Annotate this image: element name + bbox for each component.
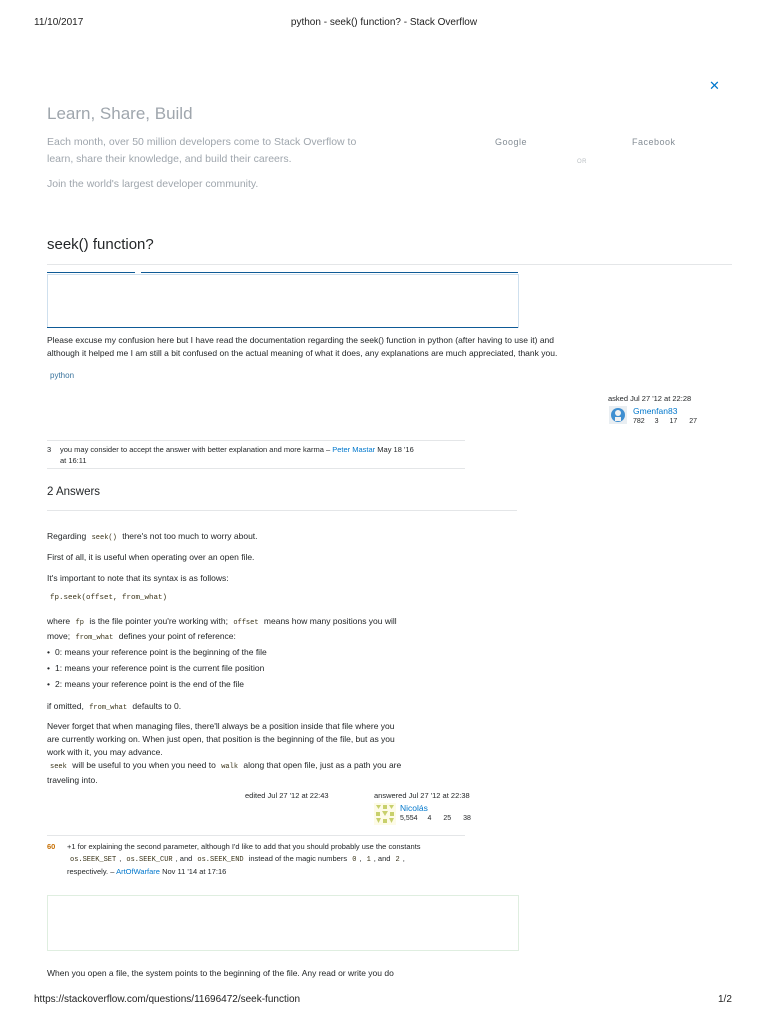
answer-text: work with it, you may advance. xyxy=(47,747,163,757)
identicon-icon xyxy=(374,803,396,825)
answer2-widget-box xyxy=(47,895,519,951)
asked-timestamp: asked Jul 27 '12 at 22:28 xyxy=(608,394,692,403)
inline-code: 0 xyxy=(352,856,357,864)
inline-code: seek() xyxy=(91,534,117,542)
answer-text: are currently working on. When just open, that position is the beginning of the file, but as you xyxy=(47,734,395,744)
answered-timestamp: answered Jul 27 '12 at 22:38 xyxy=(374,791,470,800)
banner-join-text: Join the world's largest developer community. xyxy=(47,178,259,190)
question-author-link[interactable]: Gmenfan83 xyxy=(633,406,678,416)
inline-code: os.SEEK_END xyxy=(197,856,244,864)
answers-header-divider xyxy=(47,510,517,511)
answer-text: defines your point of reference: xyxy=(118,631,236,641)
silver-badge-count: 17 xyxy=(669,418,678,425)
inline-code: os.SEEK_CUR xyxy=(126,856,173,864)
answer-text: will be useful to you when you need to xyxy=(72,760,216,770)
comment-text: you may consider to accept the answer with better explanation and more karma – xyxy=(60,445,331,454)
comment-time: at 16:11 xyxy=(60,456,87,465)
comment-score: 60 xyxy=(47,842,56,851)
answer-text: along that open file, just as a path you are xyxy=(243,760,402,770)
answers-count-header: 2 Answers xyxy=(47,486,101,498)
answer-author-rep xyxy=(400,815,471,822)
answer2-paragraph-1: When you open a file, the system points to the beginning of the file. Any read or write you do xyxy=(47,968,394,978)
answer-paragraph-6 xyxy=(47,720,457,787)
comment-date: May 18 '16 xyxy=(377,445,414,454)
code-block: fp.seek(offset, from_what) xyxy=(50,594,168,602)
reputation-score: 5,554 xyxy=(400,815,418,822)
google-signup-button[interactable]: Google xyxy=(495,137,528,147)
comment-divider-top xyxy=(47,440,465,441)
inline-code: 1 xyxy=(366,856,371,864)
comment-date: Nov 11 '14 at 17:16 xyxy=(162,867,227,876)
close-icon[interactable]: ✕ xyxy=(709,78,720,93)
edited-link[interactable]: edited Jul 27 '12 at 22:43 xyxy=(245,791,329,800)
print-title: python - seek() function? - Stack Overflow xyxy=(290,17,478,28)
answer-paragraph-6-line4 xyxy=(47,759,457,774)
bronze-badge-count: 27 xyxy=(689,418,698,425)
print-page-number: 1/2 xyxy=(718,994,732,1005)
answer-text: , and xyxy=(175,854,193,863)
answer-text: Never forget that when managing files, there'll always be a position inside that file where you xyxy=(47,721,395,731)
answer-paragraph-5 xyxy=(47,700,457,715)
banner-text-line1: Each month, over 50 million developers come to Stack Overflow to xyxy=(47,136,357,148)
bronze-badge-count: 38 xyxy=(463,815,471,822)
avatar[interactable] xyxy=(609,406,627,424)
facebook-signup-button[interactable]: Facebook xyxy=(632,137,676,147)
answer-text: instead of the magic numbers xyxy=(248,854,348,863)
reputation-score: 782 xyxy=(633,418,645,425)
question-body-line2: although it helped me I am still a bit confused on the actual meaning of what it does, any explanations are much appreciated, thank you. xyxy=(47,348,558,358)
post-top-line xyxy=(141,272,518,273)
answer-paragraph-4-line2 xyxy=(47,630,457,645)
answer-text: there's not too much to worry about. xyxy=(122,531,258,541)
question-body xyxy=(47,334,647,360)
comment-score: 3 xyxy=(47,445,52,454)
inline-code: walk xyxy=(221,763,239,771)
gold-badge-count: 3 xyxy=(654,418,659,425)
answer-comment-line2: os.SEEK_SET , os.SEEK_CUR , and os.SEEK_END instead of the magic numbers 0 , 1 , and 2 , xyxy=(67,853,467,866)
vote-underline xyxy=(47,272,135,273)
comment-divider-top xyxy=(47,835,465,836)
answer-text: if omitted, xyxy=(47,701,84,711)
list-item: • 2: means your reference point is the end of the file xyxy=(55,679,244,689)
answer-author-link[interactable]: Nicolás xyxy=(400,803,428,813)
inline-code: from_what xyxy=(75,634,114,642)
or-divider: OR xyxy=(577,159,587,165)
answer-text: where xyxy=(47,616,71,626)
inline-code: fp xyxy=(75,619,84,627)
question-title[interactable]: seek() function? xyxy=(47,236,154,253)
answer-text: respectively. – xyxy=(67,867,115,876)
answer-comment xyxy=(67,841,467,878)
answer-paragraph-4-line1 xyxy=(47,615,457,630)
post-bottom-line xyxy=(47,327,518,328)
print-date: 11/10/2017 xyxy=(34,17,84,28)
tag-python[interactable]: python xyxy=(50,371,75,380)
answer-paragraph-3: It's important to note that its syntax is as follows: xyxy=(47,573,229,583)
banner-text-line2: learn, share their knowledge, and build their careers. xyxy=(47,153,292,165)
banner-title: Learn, Share, Build xyxy=(47,104,193,123)
answer-text: defaults to 0. xyxy=(132,701,182,711)
question-widget-box xyxy=(47,274,519,328)
answer-text: traveling into. xyxy=(47,775,98,785)
answer-comment-line3 xyxy=(67,866,467,878)
list-item: • 0: means your reference point is the beginning of the file xyxy=(55,647,267,657)
answer-text: Regarding xyxy=(47,531,87,541)
silver-badge-count: 25 xyxy=(443,815,452,822)
print-url: https://stackoverflow.com/questions/11696472/seek-function xyxy=(34,994,301,1005)
avatar[interactable] xyxy=(374,803,396,825)
title-divider xyxy=(47,264,732,265)
gold-badge-count: 4 xyxy=(427,815,432,822)
answer-comment-line1: +1 for explaining the second parameter, although I'd like to add that you should probably use the constants xyxy=(67,842,421,851)
question-author-rep xyxy=(633,418,697,425)
inline-code: os.SEEK_SET xyxy=(70,856,117,864)
inline-code: from_what xyxy=(89,704,128,712)
answer-paragraph-1 xyxy=(47,530,457,545)
question-body-line1: Please excuse my confusion here but I have read the documentation regarding the seek() function in python (after having to use it) and xyxy=(47,335,554,345)
list-item: • 1: means your reference point is the current file position xyxy=(55,663,264,673)
inline-code: seek xyxy=(50,763,67,771)
comment-user-link[interactable]: ArtOfWarfare xyxy=(116,867,160,876)
inline-code: offset xyxy=(233,619,259,627)
answer-paragraph-4 xyxy=(47,615,457,645)
comment-user-link[interactable]: Peter Mastar xyxy=(332,445,376,454)
answer-paragraph-2: First of all, it is useful when operating over an open file. xyxy=(47,552,255,562)
avatar-icon xyxy=(609,406,627,424)
answer-text: move; xyxy=(47,631,71,641)
question-comment xyxy=(60,444,470,456)
inline-code: 2 xyxy=(395,856,400,864)
comment-divider-bottom xyxy=(47,468,465,469)
answer-text: is the file pointer you're working with; xyxy=(89,616,228,626)
answer-text: means how many positions you will xyxy=(263,616,397,626)
